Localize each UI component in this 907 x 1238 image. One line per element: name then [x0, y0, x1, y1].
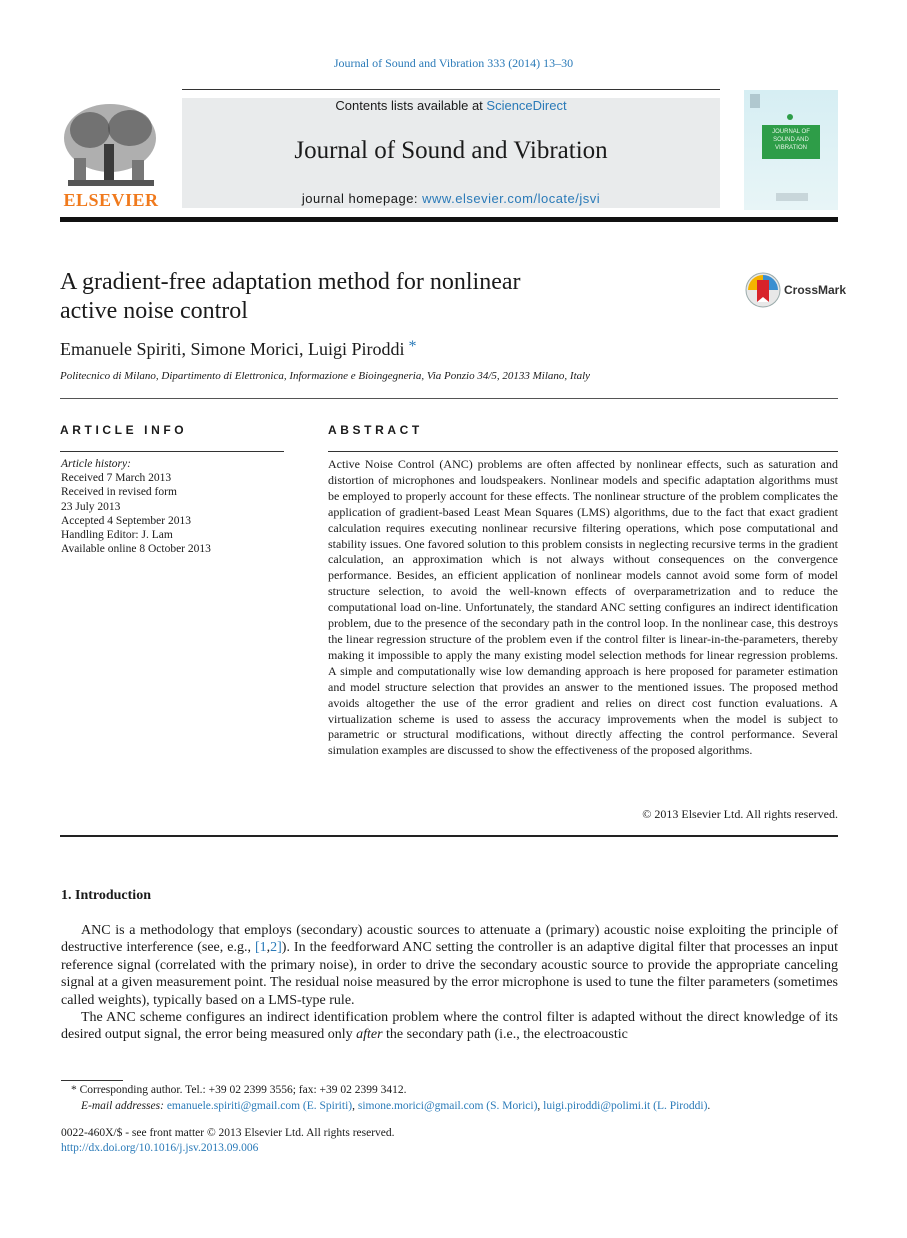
homepage-line	[182, 191, 720, 206]
paragraph	[61, 922, 838, 1009]
contents-line	[182, 98, 720, 113]
elsevier-wordmark: ELSEVIER	[63, 190, 159, 210]
section-rule	[60, 398, 838, 399]
abstract-rule	[328, 451, 838, 452]
text-run: ). In the feedforward ANC setting the controller is an adaptive digital filter that processes an input reference signal (correlated with the primary noise), in order to drive the secondary acoustic source to provide the appropriate canceling signal at a given measurement point. The residual noise measured by the error microphone is used to tune the filter parameters (sometimes called weights), typically based on a LMS-type rule.	[61, 940, 839, 1008]
masthead-top-rule	[182, 89, 720, 90]
cover-dot-icon	[787, 114, 793, 120]
front-matter	[61, 1126, 395, 1155]
text-run: The ANC scheme configures an indirect identification problem where the control filter is adapted without the direct knowledge of its desired output signal, the error being measured only	[61, 1010, 838, 1043]
separator: ,	[352, 1099, 358, 1112]
history-item: Received in revised form	[61, 486, 177, 499]
cover-publisher-mark	[776, 193, 808, 201]
article-info-rule	[60, 451, 284, 452]
homepage-prefix: journal homepage:	[301, 191, 423, 206]
history-item: Received 7 March 2013	[61, 472, 172, 485]
abstract-copyright: © 2013 Elsevier Ltd. All rights reserved.	[642, 807, 838, 821]
history-item: Available online 8 October 2013	[61, 543, 211, 556]
crossmark-badge[interactable]	[745, 272, 845, 308]
section-heading-introduction: 1. Introduction	[61, 888, 151, 903]
abstract-end-rule	[60, 835, 838, 837]
contents-prefix: Contents lists available at	[335, 98, 487, 113]
crossmark-icon	[745, 272, 781, 308]
cover-title-block: JOURNAL OF SOUND AND VIBRATION	[762, 125, 820, 159]
sciencedirect-link[interactable]: ScienceDirect	[486, 98, 567, 113]
homepage-link[interactable]: www.elsevier.com/locate/jsvi	[422, 191, 601, 206]
doi-link[interactable]: http://dx.doi.org/10.1016/j.jsv.2013.09.006	[61, 1141, 259, 1154]
paragraph	[61, 1009, 838, 1044]
email-addresses	[61, 1099, 838, 1115]
email-link[interactable]: emanuele.spiriti@gmail.com (E. Spiriti)	[166, 1099, 353, 1112]
history-item: Accepted 4 September 2013	[61, 514, 191, 527]
crossmark-label: CrossMark	[784, 283, 847, 297]
article-title	[60, 268, 660, 326]
front-matter-line: 0022-460X/$ - see front matter © 2013 Elsevier Ltd. All rights reserved.	[61, 1127, 395, 1139]
citation-link[interactable]: [1	[254, 940, 267, 956]
citation-link[interactable]: 2]	[270, 940, 282, 956]
email-link[interactable]: luigi.piroddi@polimi.it (L. Piroddi)	[543, 1099, 708, 1112]
text-run: the secondary path (i.e., the electroacoustic	[382, 1027, 628, 1043]
text-run: ,	[266, 940, 271, 956]
title-line-1: A gradient-free adaptation method for nonlinear	[60, 269, 521, 295]
article-info-heading: ARTICLE INFO	[60, 423, 188, 437]
corresponding-author-mark[interactable]: *	[408, 338, 417, 355]
history-item: Handling Editor: J. Lam	[61, 529, 173, 542]
footnotes	[61, 1083, 838, 1114]
cover-barcode	[750, 94, 760, 108]
email-link[interactable]: simone.morici@gmail.com (S. Morici)	[357, 1099, 538, 1112]
abstract-heading: ABSTRACT	[328, 423, 423, 437]
history-item: 23 July 2013	[61, 500, 121, 513]
separator: .	[707, 1099, 711, 1112]
separator: ,	[537, 1099, 544, 1112]
article-history	[61, 457, 211, 556]
header-thick-rule	[60, 217, 838, 222]
abstract-text: Active Noise Control (ANC) problems are often affected by nonlinear effects, such as saturation and distortion of microphones and loudspeakers. Nonlinear models and specific adaptation algorithms must be employed to properly account for these effects. The nonlinear structure of the problem complicates the application of gradient-based Least Mean Squares (LMS) algorithms, due to the fact that exact gradient calculation requires executing nonlinear recursive filtering operations, which pose computational and stability issues. One favored solution to this problem consists in neglecting recursive terms in the gradient calculation, an approximation which is not always without consequences on the convergence performance. Besides, an efficient application of nonlinear models cannot avoid some form of model structure selection, to avoid the well-known effects of overparametrization and to reduce the computational load on-line. Unfortunately, the standard ANC setting configures an indirect identification problem, due to the presence of the secondary path in the control loop. In the nonlinear case, this destroys the linear regression structure of the problem even if the control filter is linear-in-the-parameters, thereby making it impossible to apply the many existing model selection methods for linear regression problems. A simple and computationally wise low demanding approach is here proposed for parameter estimation and model structure selection that provides an answer to the mentioned issues. The proposed method avoids altogether the use of the error gradient and relies on direct cost function evaluations. A virtualization scheme is used to assess the accuracy improvements when the model is subject to parametric or structural modifications, without directly affecting the control performance. Several simulation examples are discussed to show the effectiveness of the proposed algorithms.	[328, 457, 838, 758]
introduction-body	[61, 922, 838, 1044]
author-list	[60, 338, 416, 360]
journal-citation[interactable]: Journal of Sound and Vibration 333 (2014) 13–30	[333, 56, 574, 70]
email-label: E-mail addresses:	[81, 1099, 164, 1112]
corresponding-author-note: * Corresponding author. Tel.: +39 02 2399 3556; fax: +39 02 2399 3412.	[71, 1084, 407, 1096]
journal-name: Journal of Sound and Vibration	[294, 137, 608, 164]
history-label: Article history:	[61, 458, 131, 470]
title-line-2: active noise control	[60, 298, 248, 324]
authors-names: Emanuele Spiriti, Simone Morici, Luigi Piroddi	[60, 339, 405, 359]
text-run: ANC is a methodology that employs (secondary) acoustic sources to attenuate a (primary) acoustic noise exploiting the principle of destructive interference (see, e.g.,	[61, 923, 838, 956]
footnote-rule	[61, 1080, 123, 1081]
emphasis: after	[356, 1027, 383, 1043]
affiliation: Politecnico di Milano, Dipartimento di Elettronica, Informazione e Bioingegneria, Via Ponzio 34/5, 20133 Milano, Italy	[60, 370, 591, 382]
